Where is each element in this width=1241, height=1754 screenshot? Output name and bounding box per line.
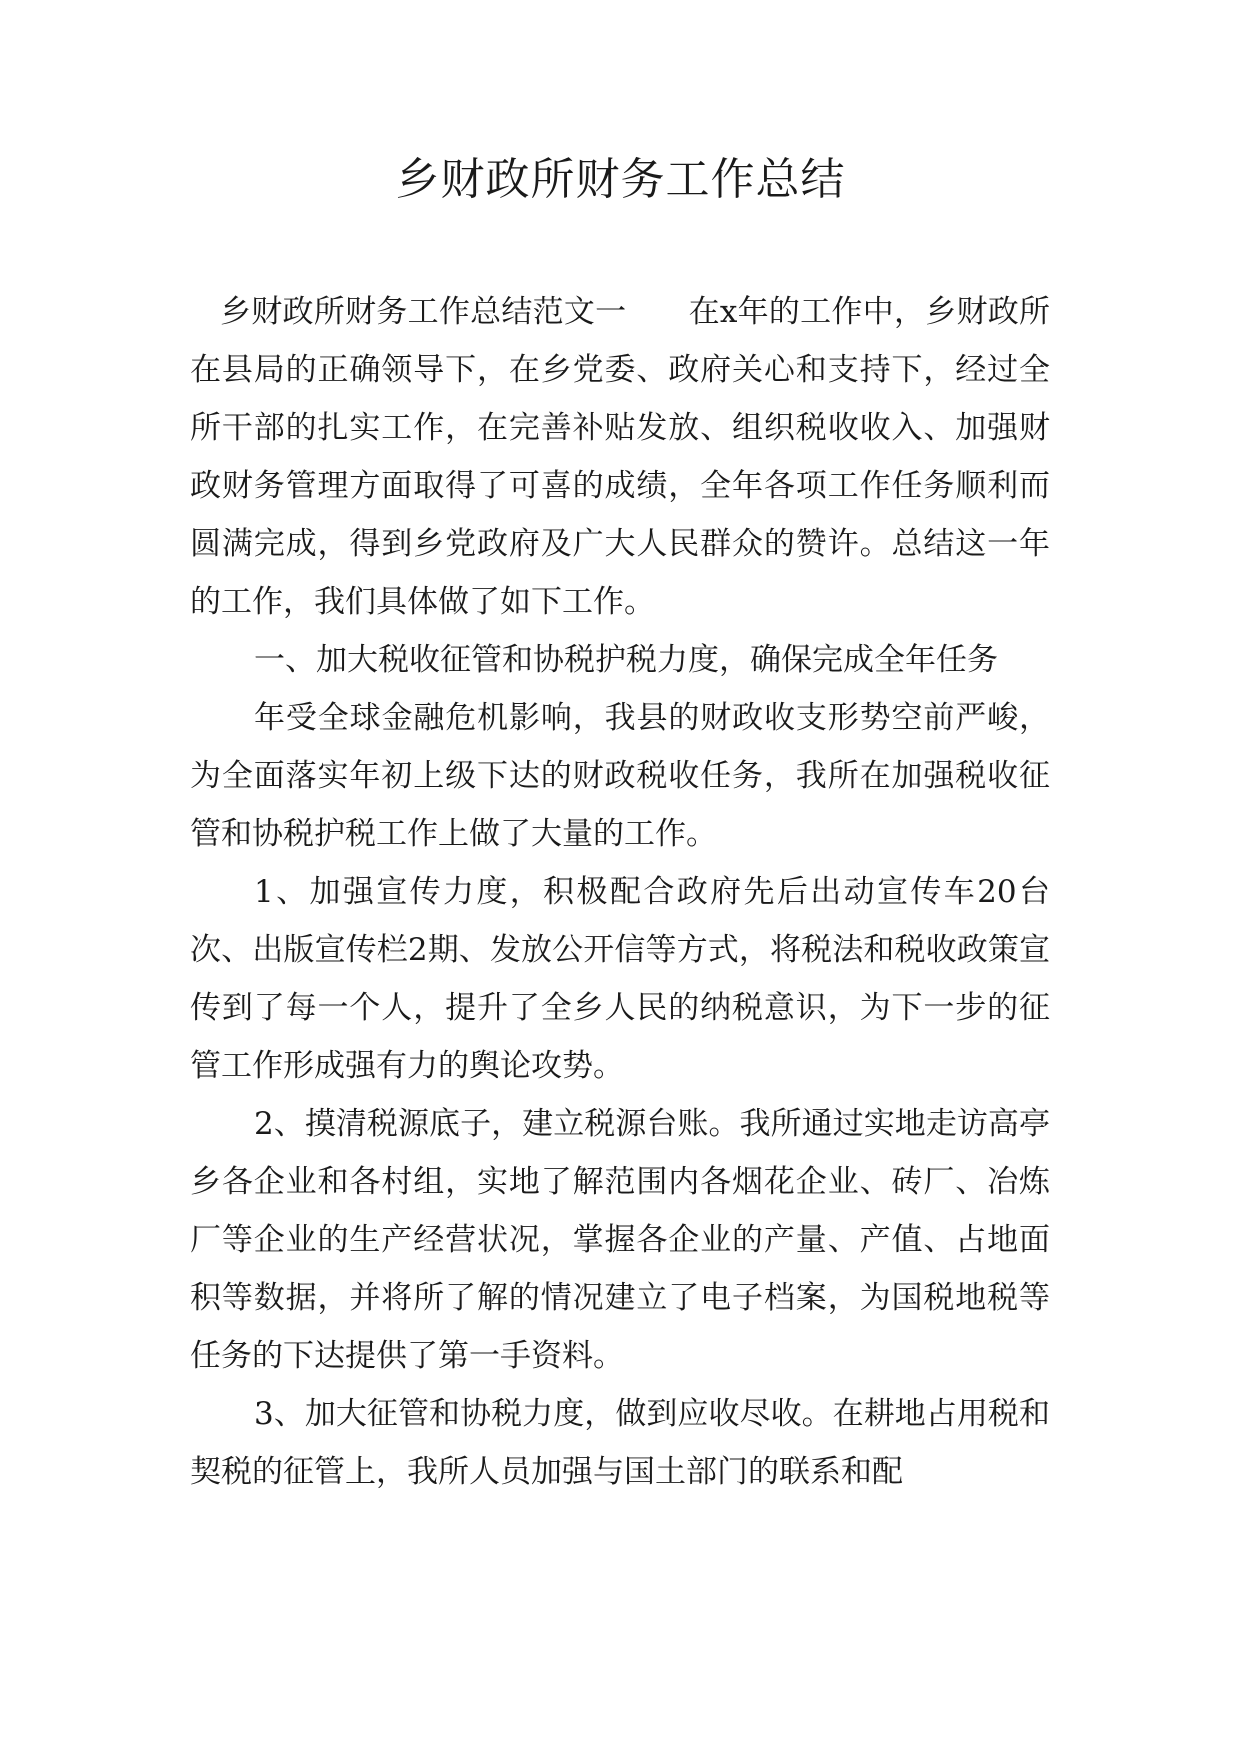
paragraph-intro	[190, 283, 1050, 631]
paragraph-section-heading: 一、加大税收征管和协税护税力度，确保完成全年任务	[254, 642, 998, 678]
paragraph-text: 在x年的工作中，乡财政所在县局的正确领导下，在乡党委、政府关心和支持下，经过全所干部的扎实工作，在完善补贴发放、组织税收收入、加强财政财务管理方面取得了可喜的成绩，全年各项工作任务顺利而圆满完成，得到乡党政府及广大人民群众的赞许。总结这一年的工作，我们具体做了如下工作。	[190, 294, 1050, 620]
paragraph-item-3: 3、加大征管和协税力度，做到应收尽收。在耕地占用税和契税的征管上，我所人员加强与国土部门的联系和配	[190, 1396, 1050, 1490]
paragraph-item-1: 1、加强宣传力度，积极配合政府先后出动宣传车20台次、出版宣传栏2期、发放公开信等方式，将税法和税收政策宣传到了每一个人，提升了全乡人民的纳税意识，为下一步的征管工作形成强有力的舆论攻势。	[190, 874, 1050, 1084]
document-title: 乡财政所财务工作总结	[395, 154, 846, 205]
document-body	[190, 283, 1050, 1501]
paragraph-item-2: 2、摸清税源底子，建立税源台账。我所通过实地走访高亭乡各企业和各村组，实地了解范围内各烟花企业、砖厂、冶炼厂等企业的生产经营状况，掌握各企业的产量、产值、占地面积等数据，并将所了解的情况建立了电子档案，为国税地税等任务的下达提供了第一手资料。	[190, 1106, 1050, 1374]
paragraph: 年受全球金融危机影响，我县的财政收支形势空前严峻，为全面落实年初上级下达的财政税收任务，我所在加强税收征管和协税护税工作上做了大量的工作。	[190, 700, 1050, 852]
intro-heading: 乡财政所财务工作总结范文一	[220, 294, 627, 330]
